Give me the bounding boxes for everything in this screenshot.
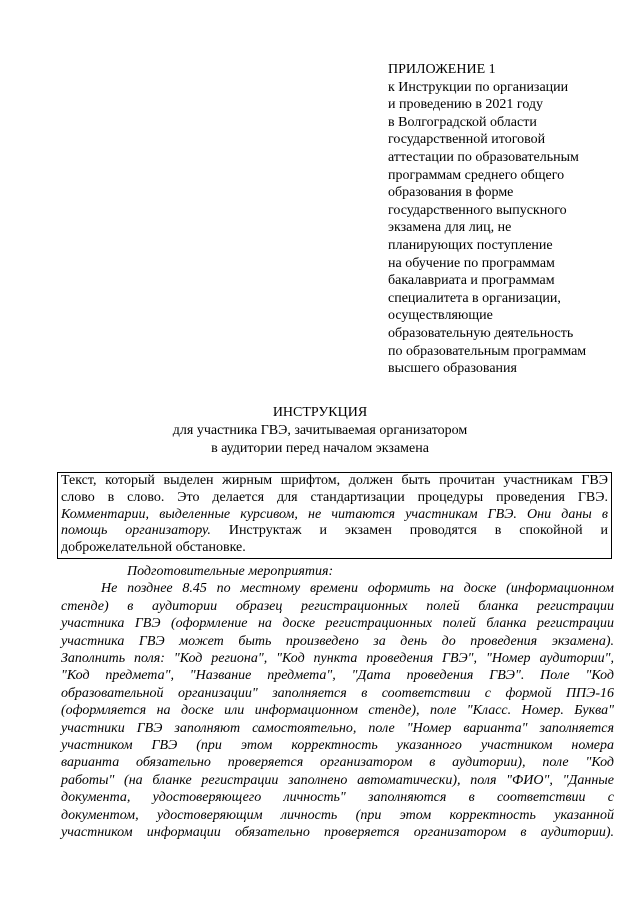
notice-text: Инструктаж и экзамен проводятся в спокойной и	[210, 523, 608, 539]
document-subtitle: для участника ГВЭ, зачитываемая организатором	[172, 423, 468, 438]
annex-block	[388, 61, 628, 378]
body-line: участника ГВЭ может быть произведено за день до проведения экзамена).	[61, 633, 614, 649]
annex-line: и проведению в 2021 году	[388, 97, 544, 113]
notice-box	[57, 472, 612, 559]
annex-line: на обучение по программам	[388, 255, 555, 271]
annex-line: планирующих поступление	[388, 237, 553, 253]
annex-line: ПРИЛОЖЕНИЕ 1	[388, 62, 496, 77]
annex-line: государственного выпускного	[388, 202, 567, 218]
body-line: участником ГВЭ (при этом корректность указанного участником номера	[61, 738, 614, 754]
notice-line: Комментарии, выделенные курсивом, не читаются участникам ГВЭ. Они даны в	[61, 506, 608, 522]
notice-line	[61, 523, 608, 540]
body-line: (оформляется на доске или информационном стенде), поле "Класс. Номер. Буква"	[61, 703, 614, 719]
body-line: Заполнить поля: "Код региона", "Код пункта проведения ГВЭ", "Номер аудитории",	[61, 651, 614, 667]
annex-line: бакалавриата и программам	[388, 273, 555, 289]
document-heading	[0, 404, 640, 458]
annex-line: государственной итоговой	[388, 132, 546, 148]
annex-line: к Инструкции по организации	[388, 79, 569, 95]
body-line: документа, удостоверяющего личность" заполняются в соответствии с	[61, 790, 614, 806]
annex-line: образовательную деятельность	[388, 325, 574, 341]
body-line: участником информации обязательно проверяется организатором в аудитории).	[61, 825, 614, 841]
annex-line: по образовательным программам	[388, 343, 587, 359]
notice-line: доброжелательной обстановке.	[61, 540, 246, 556]
section-heading: Подготовительные мероприятия:	[127, 564, 334, 579]
body-line: "Код предмета", "Название предмета", "Дата проведения ГВЭ". Поле "Код	[61, 668, 614, 684]
annex-line: программам среднего общего	[388, 167, 565, 183]
instructions-body	[61, 563, 614, 842]
annex-line: специалитета в организации,	[388, 290, 561, 306]
document-title: ИНСТРУКЦИЯ	[272, 405, 368, 420]
body-line: участники ГВЭ заполняют самостоятельно, поле "Номер варианта" заполняется	[61, 720, 614, 736]
body-line: стенде) в аудитории образец регистрационных полей бланка регистрации	[61, 598, 614, 614]
notice-italic-text: помощь организатору.	[61, 523, 211, 539]
annex-line: высшего образования	[388, 361, 517, 377]
notice-line: Текст, который выделен жирным шрифтом, должен быть прочитан участникам ГВЭ	[61, 473, 608, 488]
annex-line: в Волгоградской области	[388, 114, 537, 130]
body-line: варианта обязательно проверяется организатором в аудитории), поле "Код	[61, 755, 614, 771]
annex-line: аттестации по образовательным	[388, 149, 579, 165]
document-subtitle: в аудитории перед началом экзамена	[211, 441, 429, 456]
annex-line: экзамена для лиц, не	[388, 220, 512, 236]
body-line: работы" (на бланке регистрации заполнено автоматически), поля "ФИО", "Данные	[61, 772, 614, 788]
annex-line: осуществляющие	[388, 308, 493, 324]
body-line: документом, удостоверяющим личность (при этом корректность указанной	[61, 807, 614, 823]
notice-line: слово в слово. Это делается для стандартизации процедуры проведения ГВЭ.	[61, 489, 608, 505]
body-line: участника ГВЭ (оформление на доске регистрационных полей бланка регистрации	[61, 616, 614, 632]
body-line: образовательной организации" заполняется в соответствии с формой ППЭ-16	[61, 685, 614, 701]
body-line: Не позднее 8.45 по местному времени оформить на доске (информационном	[101, 581, 614, 597]
annex-line: образования в форме	[388, 185, 514, 201]
